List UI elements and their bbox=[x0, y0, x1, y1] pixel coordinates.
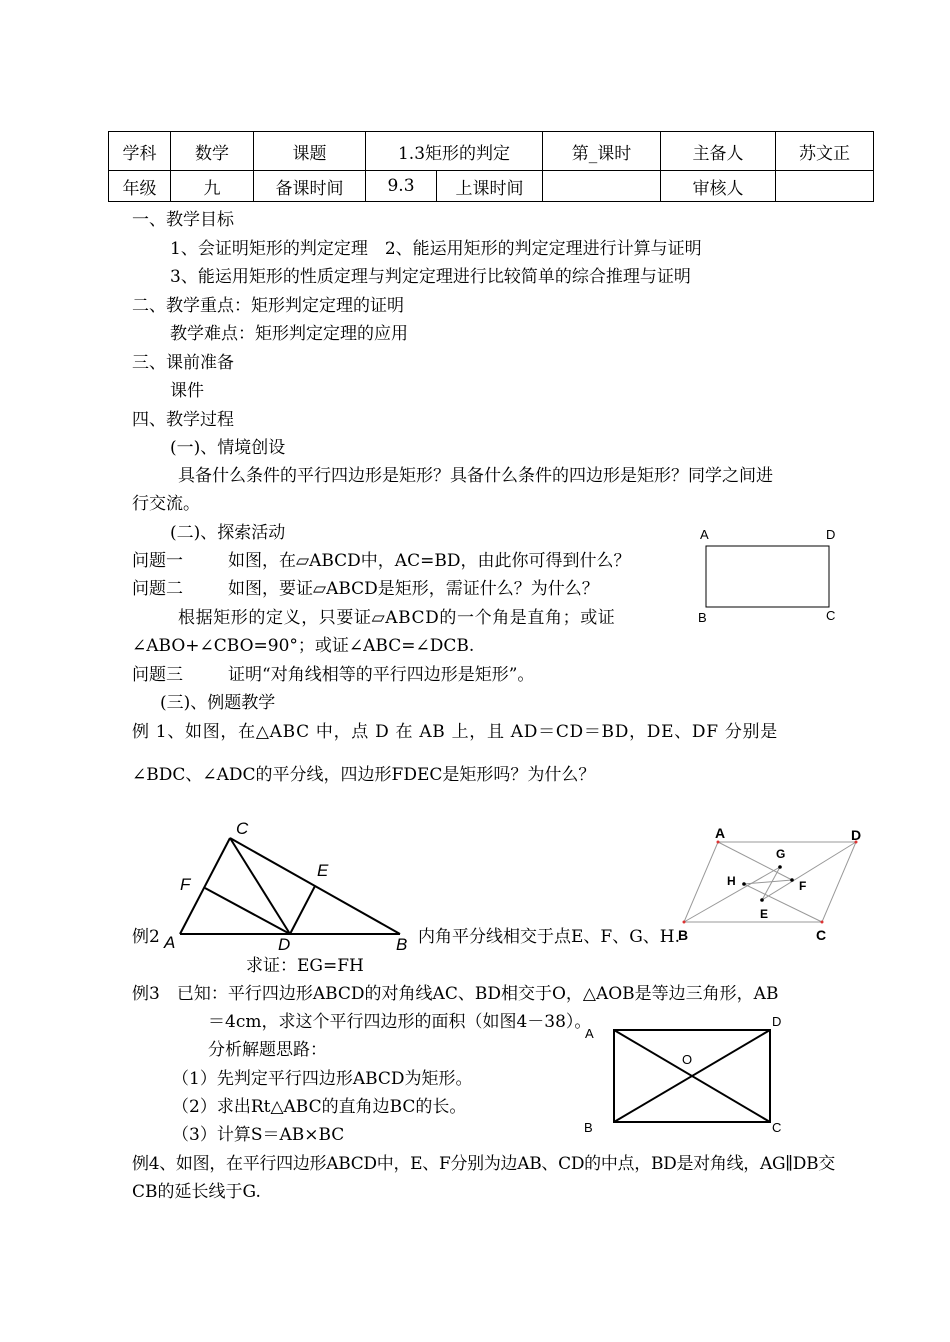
figure-rectangle-diagonals bbox=[578, 1010, 798, 1140]
point-h bbox=[742, 882, 746, 886]
label-e: E bbox=[317, 861, 329, 880]
label-a: A bbox=[585, 1026, 594, 1041]
label-g: G bbox=[776, 847, 786, 861]
label-h: H bbox=[727, 874, 736, 888]
example-4a: 例4、如图，在平行四边形ABCD中，E、F分别为边AB、CD的中点，BD是对角线，AG∥DB交 bbox=[132, 1154, 836, 1174]
label-c: C bbox=[772, 1120, 782, 1135]
label-a: A bbox=[700, 527, 709, 542]
q2-answer-a: 根据矩形的定义，只要证▱ABCD的一个角是直角；或证 bbox=[178, 608, 616, 628]
label-o: O bbox=[682, 1052, 693, 1067]
figure-rectangle-abcd bbox=[690, 520, 850, 630]
point-b bbox=[683, 921, 686, 924]
segment-de bbox=[290, 886, 315, 934]
example-3a: 例3 已知：平行四边形ABCD的对角线AC、BD相交于O，△AOB是等边三角形，AB bbox=[132, 984, 779, 1004]
point-c bbox=[821, 921, 824, 924]
cell-topic-label: 课题 bbox=[254, 132, 366, 171]
label-f: F bbox=[180, 875, 191, 894]
q1-label: 问题一 bbox=[132, 551, 183, 571]
goal-line-2: 3、能运用矩形的性质定理与判定定理进行比较简单的综合推理与证明 bbox=[170, 267, 691, 287]
para-1a: 具备什么条件的平行四边形是矩形？具备什么条件的四边形是矩形？同学之间进 bbox=[178, 466, 773, 486]
example-3-analysis: 分析解题思路： bbox=[208, 1040, 327, 1060]
label-b: B bbox=[584, 1120, 593, 1135]
header-row-1 bbox=[109, 132, 874, 171]
cell-lesson: 第_课时 bbox=[543, 132, 661, 171]
label-d: D bbox=[851, 827, 862, 843]
label-f: F bbox=[799, 879, 807, 893]
rectangle-shape bbox=[706, 546, 829, 607]
example-3-step-3: （3）计算S＝AB×BC bbox=[172, 1125, 345, 1145]
point-g bbox=[778, 865, 782, 869]
bisector-c bbox=[744, 884, 822, 922]
example-2-text: 内角平分线相交于点E、F、G、H. bbox=[418, 927, 681, 947]
header-table bbox=[108, 131, 874, 202]
example-2-prove: 求证：EG=FH bbox=[246, 956, 364, 976]
cell-grade-value: 九 bbox=[171, 171, 254, 202]
example-2-label: 例2 bbox=[132, 927, 160, 947]
figure-parallelogram bbox=[670, 822, 870, 947]
section-1-title: 一、教学目标 bbox=[132, 210, 234, 230]
example-1b: ∠BDC、∠ADC的平分线，四边形FDEC是矩形吗？为什么？ bbox=[132, 765, 596, 785]
example-3b: ＝4cm，求这个平行四边形的面积（如图4－38）。 bbox=[208, 1012, 592, 1032]
cell-subject-value: 数学 bbox=[171, 132, 254, 171]
label-c: C bbox=[236, 819, 249, 838]
label-d: D bbox=[826, 527, 836, 542]
subsection-2: (二)、探索活动 bbox=[170, 523, 286, 543]
cell-grade-label: 年级 bbox=[109, 171, 171, 202]
point-e bbox=[760, 898, 764, 902]
para-1b: 行交流。 bbox=[132, 494, 200, 514]
example-4b: CB的延长线于G. bbox=[132, 1182, 261, 1202]
example-1a: 例 1、如图，在△ABC 中，点 D 在 AB 上，且 AD＝CD＝BD，DE、DF 分别是 bbox=[132, 722, 778, 742]
section-3-title: 三、课前准备 bbox=[132, 353, 234, 373]
cell-prep-time-label: 备课时间 bbox=[254, 171, 366, 202]
header-row-2 bbox=[109, 171, 874, 202]
goal-line-1: 1、会证明矩形的判定定理 2、能运用矩形的判定定理进行计算与证明 bbox=[170, 239, 702, 259]
example-3-step-1: （1）先判定平行四边形ABCD为矩形。 bbox=[172, 1069, 473, 1089]
q3-label: 问题三 bbox=[132, 665, 183, 685]
cell-reviewer-label: 审核人 bbox=[661, 171, 776, 202]
label-a: A bbox=[164, 933, 176, 952]
label-c: C bbox=[826, 608, 836, 623]
difficulty-line: 教学难点：矩形判定定理的应用 bbox=[170, 324, 408, 344]
segment-cd bbox=[230, 838, 290, 934]
cell-class-time-value bbox=[543, 171, 661, 202]
label-b: B bbox=[678, 927, 689, 943]
cell-topic-value: 1.3矩形的判定 bbox=[366, 132, 543, 171]
label-e: E bbox=[760, 907, 769, 921]
q2-label: 问题二 bbox=[132, 579, 183, 599]
prep-line: 课件 bbox=[170, 381, 204, 401]
label-a: A bbox=[715, 825, 726, 841]
example-3-step-2: （2）求出Rt△ABC的直角边BC的长。 bbox=[172, 1097, 467, 1117]
cell-prep-time-value: 9.3 bbox=[366, 171, 437, 202]
subsection-1: (一)、情境创设 bbox=[170, 438, 286, 458]
q2-text: 如图，要证▱ABCD是矩形，需证什么？为什么？ bbox=[228, 579, 599, 599]
label-b: B bbox=[698, 610, 707, 625]
label-d: D bbox=[278, 935, 291, 954]
cell-preparer-value: 苏文正 bbox=[776, 132, 874, 171]
label-b: B bbox=[396, 935, 408, 954]
cell-reviewer-value bbox=[776, 171, 874, 202]
figure-triangle-abc bbox=[160, 810, 420, 960]
label-d: D bbox=[772, 1014, 782, 1029]
q2-answer-b: ∠ABO+∠CBO=90°；或证∠ABC=∠DCB. bbox=[132, 636, 475, 656]
section-4-title: 四、教学过程 bbox=[132, 410, 234, 430]
point-f bbox=[790, 878, 794, 882]
q1-text: 如图，在▱ABCD中，AC=BD，由此你可得到什么？ bbox=[228, 551, 631, 571]
label-c: C bbox=[816, 927, 827, 943]
section-2-title: 二、教学重点：矩形判定定理的证明 bbox=[132, 296, 404, 316]
cell-preparer-label: 主备人 bbox=[661, 132, 776, 171]
cell-subject-label: 学科 bbox=[109, 132, 171, 171]
segment-fd bbox=[205, 888, 290, 934]
segment-hf bbox=[744, 880, 792, 884]
subsection-3: (三)、例题教学 bbox=[160, 693, 276, 713]
q3-text: 证明“对角线相等的平行四边形是矩形”。 bbox=[228, 665, 535, 685]
cell-class-time-label: 上课时间 bbox=[437, 171, 543, 202]
